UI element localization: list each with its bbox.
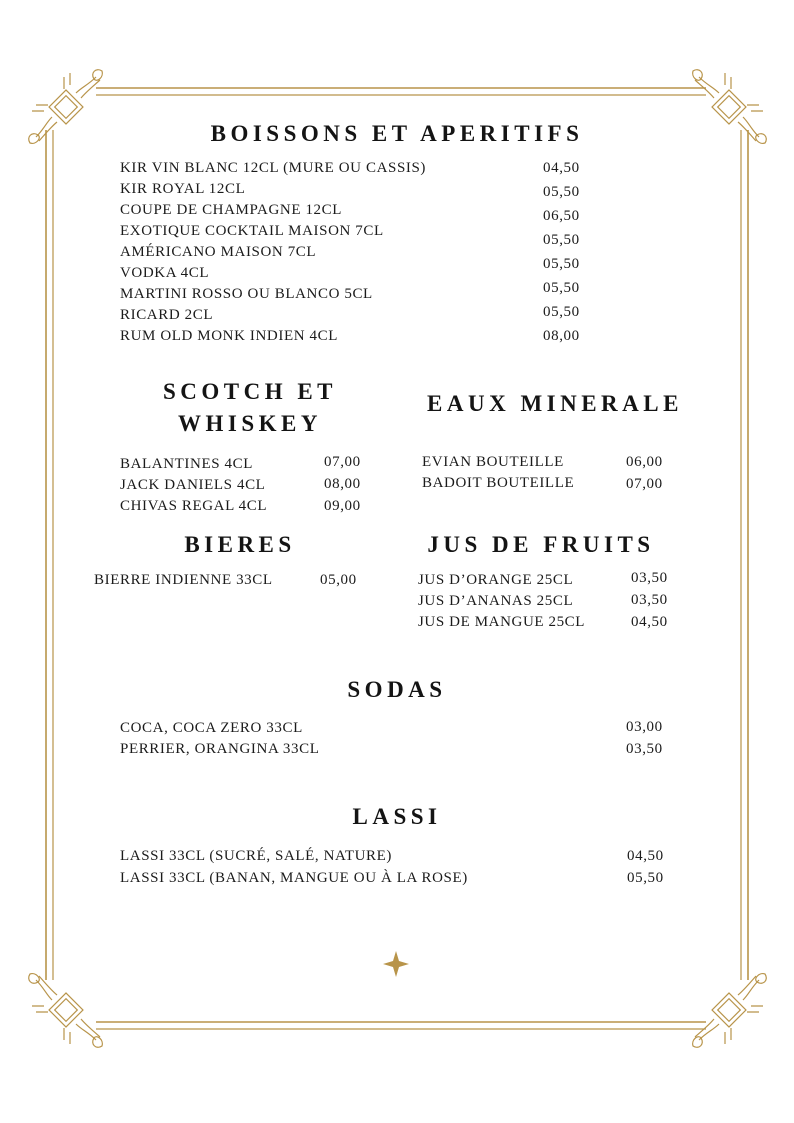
section-title-bieres: BIERES — [184, 532, 296, 557]
list-item: CHIVAS REGAL 4CL — [120, 498, 268, 514]
item-price: 06,50 — [543, 208, 580, 224]
item-price: 04,50 — [543, 160, 580, 176]
list-item: AMÉRICANO MAISON 7CL — [120, 244, 317, 260]
list-item: LASSI 33CL (BANAN, MANGUE OU À LA ROSE) — [120, 870, 468, 886]
item-price: 05,50 — [627, 870, 664, 886]
item-price: 04,50 — [627, 848, 664, 864]
item-price: 04,50 — [631, 614, 668, 630]
list-item: COCA, COCA ZERO 33CL — [120, 720, 303, 736]
section-title-jus: JUS DE FRUITS — [427, 532, 655, 557]
item-price: 05,50 — [543, 184, 580, 200]
section-title-boissons: BOISSONS ET APERITIFS — [210, 121, 584, 146]
list-item: JACK DANIELS 4CL — [120, 477, 266, 493]
corner-ornament-bottom-left-icon — [29, 974, 103, 1048]
item-price: 05,50 — [543, 280, 580, 296]
divider-ornament — [272, 951, 520, 977]
item-price: 08,00 — [324, 476, 361, 492]
item-price: 09,00 — [324, 498, 361, 514]
section-title-lassi: LASSI — [352, 804, 442, 829]
list-item: BADOIT BOUTEILLE — [422, 475, 575, 491]
list-item: LASSI 33CL (SUCRÉ, SALÉ, NATURE) — [120, 848, 392, 864]
list-item: BALANTINES 4CL — [120, 456, 253, 472]
item-price: 03,50 — [631, 570, 668, 586]
section-title-scotch-line2: WHISKEY — [178, 411, 322, 436]
list-item: JUS DE MANGUE 25CL — [418, 614, 586, 630]
list-item: BIERRE INDIENNE 33CL — [94, 572, 273, 588]
item-price: 05,50 — [543, 256, 580, 272]
list-item: RUM OLD MONK INDIEN 4CL — [120, 328, 338, 344]
list-item: VODKA 4CL — [120, 265, 210, 281]
list-item: RICARD 2CL — [120, 307, 214, 323]
list-item: COUPE DE CHAMPAGNE 12CL — [120, 202, 343, 218]
list-item: PERRIER, ORANGINA 33CL — [120, 741, 320, 757]
list-item: EVIAN BOUTEILLE — [422, 454, 564, 470]
item-price: 05,50 — [543, 232, 580, 248]
item-price: 07,00 — [324, 454, 361, 470]
item-price: 03,00 — [626, 719, 663, 735]
list-item: KIR ROYAL 12CL — [120, 181, 246, 197]
item-price: 08,00 — [543, 328, 580, 344]
item-price: 03,50 — [631, 592, 668, 608]
list-item: EXOTIQUE COCKTAIL MAISON 7CL — [120, 223, 384, 239]
list-item: JUS D’ORANGE 25CL — [418, 572, 574, 588]
list-item: JUS D’ANANAS 25CL — [418, 593, 574, 609]
section-title-scotch-line1: SCOTCH ET — [162, 379, 338, 404]
list-item: KIR VIN BLANC 12CL (MURE OU CASSIS) — [120, 160, 427, 176]
item-price: 05,50 — [543, 304, 580, 320]
item-price: 06,00 — [626, 454, 663, 470]
list-item: MARTINI ROSSO OU BLANCO 5CL — [120, 286, 373, 302]
corner-ornament-bottom-right-icon — [693, 974, 767, 1048]
item-price: 03,50 — [626, 741, 663, 757]
item-price: 07,00 — [626, 476, 663, 492]
four-point-star-icon — [383, 951, 409, 977]
section-title-sodas: SODAS — [347, 677, 447, 702]
section-title-eaux: EAUX MINERALE — [427, 391, 683, 416]
item-price: 05,00 — [320, 572, 357, 588]
